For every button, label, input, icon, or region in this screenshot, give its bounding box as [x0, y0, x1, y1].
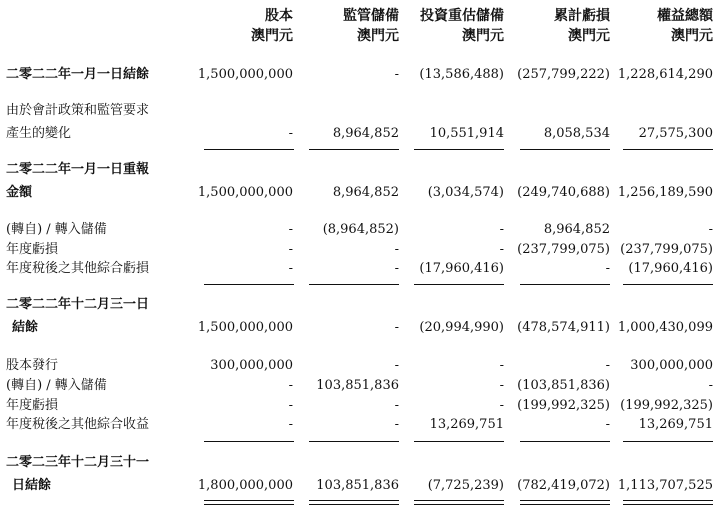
subtotal-rule [309, 149, 399, 150]
column-header-unit: 澳門元 [462, 28, 504, 44]
table-cell: 8,964,852 [332, 126, 399, 141]
table-cell: - [394, 261, 399, 276]
column-header-title: 監管儲備 [343, 8, 399, 24]
column-header-total-equity [657, 6, 713, 46]
table-cell: 1,500,000,000 [197, 320, 293, 335]
table-cell: - [499, 222, 504, 237]
table-cell: - [605, 417, 610, 432]
table-cell: (478,574,911) [517, 320, 610, 335]
table-cell: (249,740,688) [517, 185, 610, 200]
total-double-rule [414, 500, 504, 505]
table-row [0, 183, 726, 203]
subtotal-rule [623, 284, 713, 285]
table-cell: 1,800,000,000 [197, 478, 293, 493]
table-cell: (8,964,852) [322, 222, 399, 237]
column-header-unit: 澳門元 [568, 28, 610, 44]
table-row [0, 415, 726, 435]
row-label: 二零二二年一月一日結餘 [6, 67, 150, 82]
row-label: 二零二二年十二月三一日 [6, 297, 150, 312]
table-cell: (103,851,836) [517, 378, 610, 393]
subtotal-rule [309, 441, 399, 442]
table-cell: 13,269,751 [638, 417, 713, 432]
row-label: 金額 [6, 185, 33, 200]
table-cell: 10,551,914 [429, 126, 504, 141]
subtotal-rule [520, 149, 610, 150]
table-row [0, 259, 726, 279]
table-cell: - [499, 358, 504, 373]
subtotal-rule [309, 284, 399, 285]
table-cell: 1,256,189,590 [617, 185, 713, 200]
column-header-regulatory-reserve [343, 6, 399, 46]
row-label: 年度稅後之其他綜合收益 [6, 417, 150, 432]
table-row [0, 356, 726, 376]
table-cell: - [288, 417, 293, 432]
column-header-title: 投資重估儲備 [420, 8, 504, 24]
table-cell: - [288, 378, 293, 393]
table-row [0, 476, 726, 496]
row-label: 產生的變化 [6, 126, 72, 141]
table-cell: 8,058,534 [543, 126, 610, 141]
table-cell: - [288, 242, 293, 257]
table-cell: (782,419,072) [517, 478, 610, 493]
table-cell: (17,960,416) [419, 261, 504, 276]
column-header-share-capital [251, 6, 293, 46]
row-label: 日結餘 [12, 478, 52, 493]
table-cell: - [394, 67, 399, 82]
subtotal-rule [520, 441, 610, 442]
table-row [0, 101, 726, 121]
table-cell: - [499, 398, 504, 413]
table-row [0, 318, 726, 338]
table-row [0, 396, 726, 416]
table-row [0, 453, 726, 473]
row-label: (轉自) / 轉入儲備 [6, 378, 107, 393]
table-cell: - [708, 378, 713, 393]
table-cell: (13,586,488) [419, 67, 504, 82]
table-cell: (257,799,222) [517, 67, 610, 82]
table-cell: - [605, 261, 610, 276]
table-cell: - [605, 358, 610, 373]
table-cell: - [708, 222, 713, 237]
table-cell: - [394, 398, 399, 413]
table-row [0, 160, 726, 180]
table-row [0, 220, 726, 240]
row-label: 年度虧損 [6, 242, 59, 257]
table-row [0, 240, 726, 260]
table-cell: 1,500,000,000 [197, 67, 293, 82]
row-label: 股本發行 [6, 358, 59, 373]
subtotal-rule [204, 441, 294, 442]
row-label: 結餘 [12, 320, 39, 335]
table-cell: (17,960,416) [628, 261, 713, 276]
table-cell: 300,000,000 [210, 358, 293, 373]
subtotal-rule [623, 149, 713, 150]
column-header-title: 累計虧損 [554, 8, 610, 24]
column-header-unit: 澳門元 [357, 28, 399, 44]
table-cell: - [288, 398, 293, 413]
row-label: 年度稅後之其他綜合虧損 [6, 261, 150, 276]
table-cell: (199,992,325) [620, 398, 713, 413]
table-cell: 27,575,300 [638, 126, 713, 141]
row-label: 二零二三年十二月三十一 [6, 455, 150, 470]
subtotal-rule [414, 284, 504, 285]
table-cell: (20,994,990) [419, 320, 504, 335]
row-label: 由於會計政策和監管要求 [6, 103, 150, 118]
total-double-rule [623, 500, 713, 505]
table-cell: - [499, 378, 504, 393]
column-header-investment-revaluation-reserve [420, 6, 504, 46]
total-double-rule [520, 500, 610, 505]
table-cell: 300,000,000 [630, 358, 713, 373]
table-cell: 103,851,836 [316, 378, 399, 393]
table-cell: - [394, 417, 399, 432]
table-cell: (237,799,075) [517, 242, 610, 257]
row-label: 二零二二年一月一日重報 [6, 162, 150, 177]
table-cell: (237,799,075) [620, 242, 713, 257]
table-cell: (7,725,239) [427, 478, 504, 493]
table-cell: - [288, 126, 293, 141]
table-cell: - [499, 242, 504, 257]
table-cell: 8,964,852 [332, 185, 399, 200]
subtotal-rule [623, 441, 713, 442]
table-cell: - [394, 242, 399, 257]
table-cell: 1,500,000,000 [197, 185, 293, 200]
table-cell: - [394, 320, 399, 335]
column-header-title: 權益總額 [657, 8, 713, 24]
table-row [0, 65, 726, 85]
table-cell: (3,034,574) [427, 185, 504, 200]
table-row [0, 124, 726, 144]
total-double-rule [204, 500, 294, 505]
table-cell: 103,851,836 [316, 478, 399, 493]
table-cell: - [394, 358, 399, 373]
table-row [0, 295, 726, 315]
table-cell: - [288, 261, 293, 276]
total-double-rule [309, 500, 399, 505]
table-cell: - [288, 222, 293, 237]
row-label: (轉自) / 轉入儲備 [6, 222, 107, 237]
table-cell: 1,000,430,099 [617, 320, 713, 335]
table-cell: (199,992,325) [517, 398, 610, 413]
column-header-accumulated-losses [554, 6, 610, 46]
row-label: 年度虧損 [6, 398, 59, 413]
column-header-unit: 澳門元 [251, 28, 293, 44]
table-cell: 13,269,751 [429, 417, 504, 432]
subtotal-rule [520, 284, 610, 285]
table-row [0, 376, 726, 396]
column-header-title: 股本 [265, 8, 293, 24]
subtotal-rule [414, 149, 504, 150]
table-cell: 1,113,707,525 [617, 478, 713, 493]
subtotal-rule [414, 441, 504, 442]
subtotal-rule [204, 284, 294, 285]
column-header-unit: 澳門元 [671, 28, 713, 44]
table-cell: 8,964,852 [543, 222, 610, 237]
table-cell: 1,228,614,290 [617, 67, 713, 82]
subtotal-rule [204, 149, 294, 150]
